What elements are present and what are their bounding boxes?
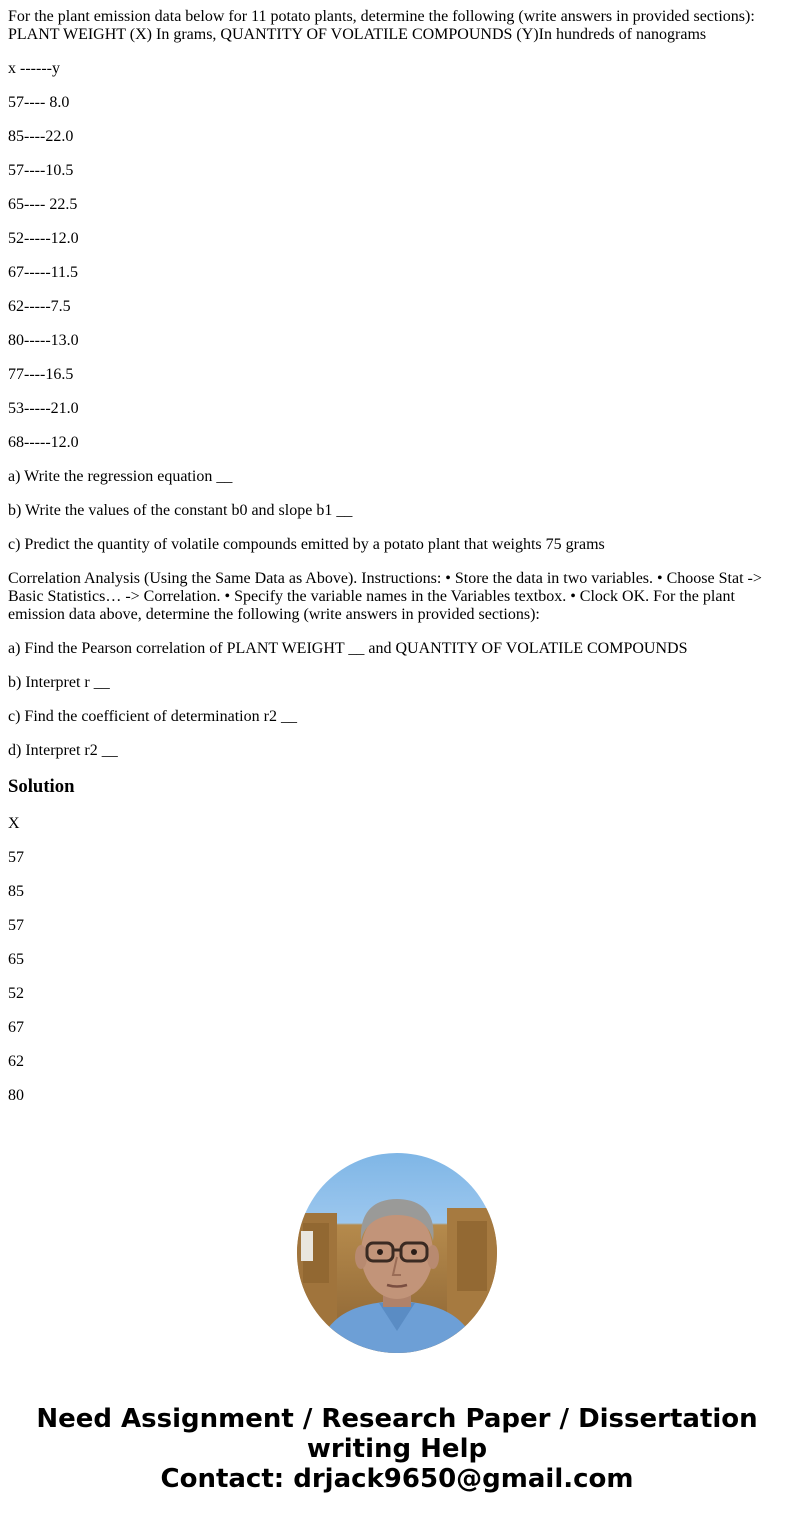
data-row: 52-----12.0: [8, 230, 79, 247]
solution-value: 57: [8, 917, 24, 934]
solution-heading: Solution: [8, 776, 75, 797]
correlation-part-a: a) Find the Pearson correlation of PLANT WEIGHT __ and QUANTITY OF VOLATILE COMPOUNDS: [8, 640, 688, 657]
data-row: 53-----21.0: [8, 400, 79, 417]
document-content: [8, 8, 778, 1121]
data-header-row: x ------y: [8, 60, 60, 77]
promo-line: writing Help: [306, 1434, 488, 1464]
solution-value: 67: [8, 1019, 24, 1036]
data-row: 57---- 8.0: [8, 94, 70, 111]
data-row: 80-----13.0: [8, 332, 79, 349]
data-row: 85----22.0: [8, 128, 74, 145]
tutor-portrait-icon: [297, 1153, 497, 1353]
promo-banner: [0, 1404, 794, 1494]
question-part-b: b) Write the values of the constant b0 and slope b1 __: [8, 502, 353, 519]
data-row: 67-----11.5: [8, 264, 79, 281]
correlation-intro: Correlation Analysis (Using the Same Data as Above). Instructions: • Store the data in two variables. • Choose Stat -> Basic Statistics… -> Correlation. • Specify the variable names in the Variables textbox. • Clock OK. For the plant emission data above, determine the following (write answers in provided sections):: [8, 570, 762, 623]
data-row: 57----10.5: [8, 162, 74, 179]
data-row: 68-----12.0: [8, 434, 79, 451]
correlation-part-c: c) Find the coefficient of determination r2 __: [8, 708, 297, 725]
data-row: 62-----7.5: [8, 298, 71, 315]
solution-value: 57: [8, 849, 24, 866]
solution-value: 62: [8, 1053, 24, 1070]
data-row: 65---- 22.5: [8, 196, 78, 213]
correlation-part-b: b) Interpret r __: [8, 674, 110, 691]
question-part-a: a) Write the regression equation __: [8, 468, 233, 485]
promo-contact: Contact: drjack9650@gmail.com: [160, 1464, 634, 1494]
solution-column-label: X: [8, 815, 20, 832]
solution-value: 52: [8, 985, 24, 1002]
tutor-avatar: [297, 1153, 497, 1353]
solution-value: 80: [8, 1087, 24, 1104]
question-intro: For the plant emission data below for 11 potato plants, determine the following (write answers in provided sections): PLANT WEIGHT (X) In grams, QUANTITY OF VOLATILE COMPOUNDS (Y)In hundreds of nanograms: [8, 8, 755, 43]
data-row: 77----16.5: [8, 366, 74, 383]
solution-value: 85: [8, 883, 24, 900]
promo-line: Need Assignment / Research Paper / Dissertation: [36, 1404, 758, 1434]
question-part-c: c) Predict the quantity of volatile compounds emitted by a potato plant that weights 75 grams: [8, 536, 605, 553]
solution-value: 65: [8, 951, 24, 968]
correlation-part-d: d) Interpret r2 __: [8, 742, 118, 759]
